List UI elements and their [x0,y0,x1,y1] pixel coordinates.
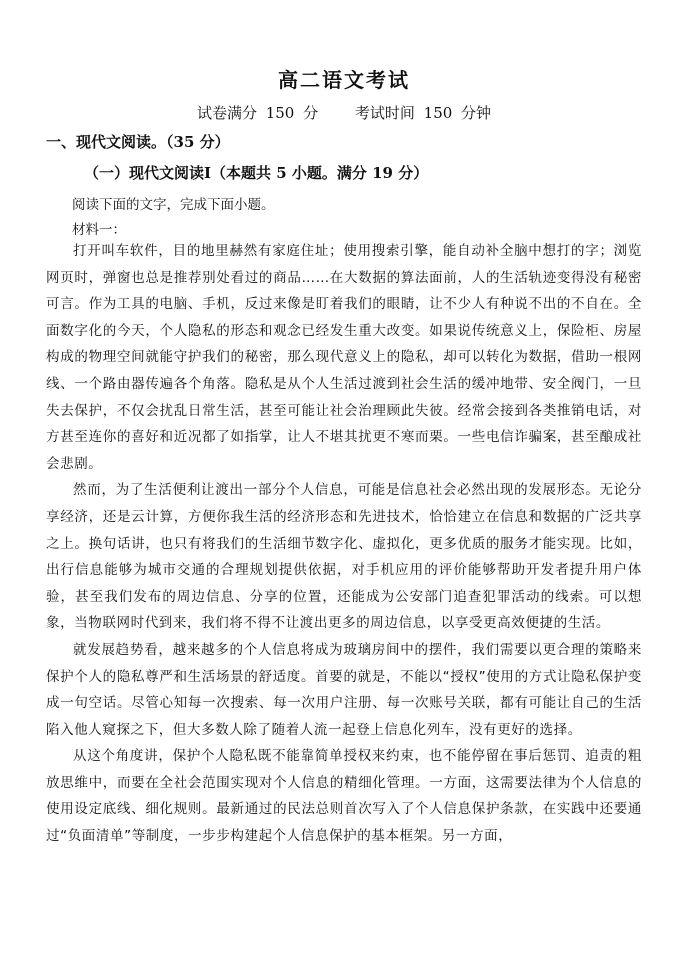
exam-time: 考试时间 150 分钟 [354,104,492,122]
paragraph-4: 从这个角度讲，保护个人隐私既不能靠简单授权来约束，也不能停留在事后惩罚、追责的粗放思维中，而要在全社会范围实现对个人信息的精细化管理。一方面，这需要法律为个人信息的使用设定底线、细化规则。最新通过的民法总则首次写入了个人信息保护条款，在实践中还要通过“负面清单”等制度，一步步构建起个人信息保护的基本框架。另一方面， [46,748,642,845]
paragraph-3: 就发展趋势看，越来越多的个人信息将成为玻璃房间中的摆件，我们需要以更合理的策略来保护个人的隐私尊严和生活场景的舒适度。首要的就是，不能以“授权”使用的方式让隐私保护变成一句空话。尽管心知每一次搜索、每一次用户注册、每一次账号关联，都有可能让自己的生活陷入他人窥探之下，但大多数人除了随着人流一起登上信息化列车，没有更好的选择。 [46,641,642,738]
reading-passage [46,238,642,850]
material-label: 材料一： [72,222,126,238]
instruction-text: 阅读下面的文字，完成下面小题。 [72,197,275,213]
exam-title: 高二语文考试 [278,68,410,92]
subsection-heading: （一）现代文阅读Ⅰ（本题共 5 小题。满分 19 分） [84,164,429,182]
full-score: 试卷满分 150 分 [196,104,319,122]
paragraph-2: 然而，为了生活便利让渡出一部分个人信息，可能是信息社会必然出现的发展形态。无论分享经济，还是云计算，方便你我生活的经济形态和先进技术，恰恰建立在信息和数据的广泛共享之上。换句话讲，也只有将我们的生活细节数字化、虚拟化，更多优质的服务才能实现。比如，出行信息能够为城市交通的合理规划提供依据，对手机应用的评价能够帮助开发者提升用户体验，甚至我们发布的周边信息、分享的位置，还能成为公安部门追查犯罪活动的线索。可以想象，当物联网时代到来，我们将不得不让渡出更多的周边信息，以享受更高效便捷的生活。 [46,482,642,632]
section-heading: 一、现代文阅读。（35 分） [46,133,230,151]
paragraph-1: 打开叫车软件，目的地里赫然有家庭住址；使用搜索引擎，能自动补全脑中想打的字；浏览网页时，弹窗也总是推荐别处看过的商品……在大数据的算法面前，人的生活轨迹变得没有秘密可言。作为工具的电脑、手机，反过来像是盯着我们的眼睛，让不少人有种说不出的不自在。全面数字化的今天，个人隐私的形态和观念已经发生重大改变。如果说传统意义上，保险柜、房屋构成的物理空间就能守护我们的秘密，那么现代意义上的隐私，却可以转化为数据，借助一根网线、一个路由器传遍各个角落。隐私是从个人生活过渡到社会生活的缓冲地带、安全阀门，一旦失去保护，不仅会扰乱日常生活，甚至可能让社会治理顾此失彼。经常会接到各类推销电话，对方甚至连你的喜好和近况都了如指掌，让人不堪其扰更不寒而栗。一些电信诈骗案，甚至酿成社会悲剧。 [46,243,642,472]
exam-meta [0,102,688,123]
